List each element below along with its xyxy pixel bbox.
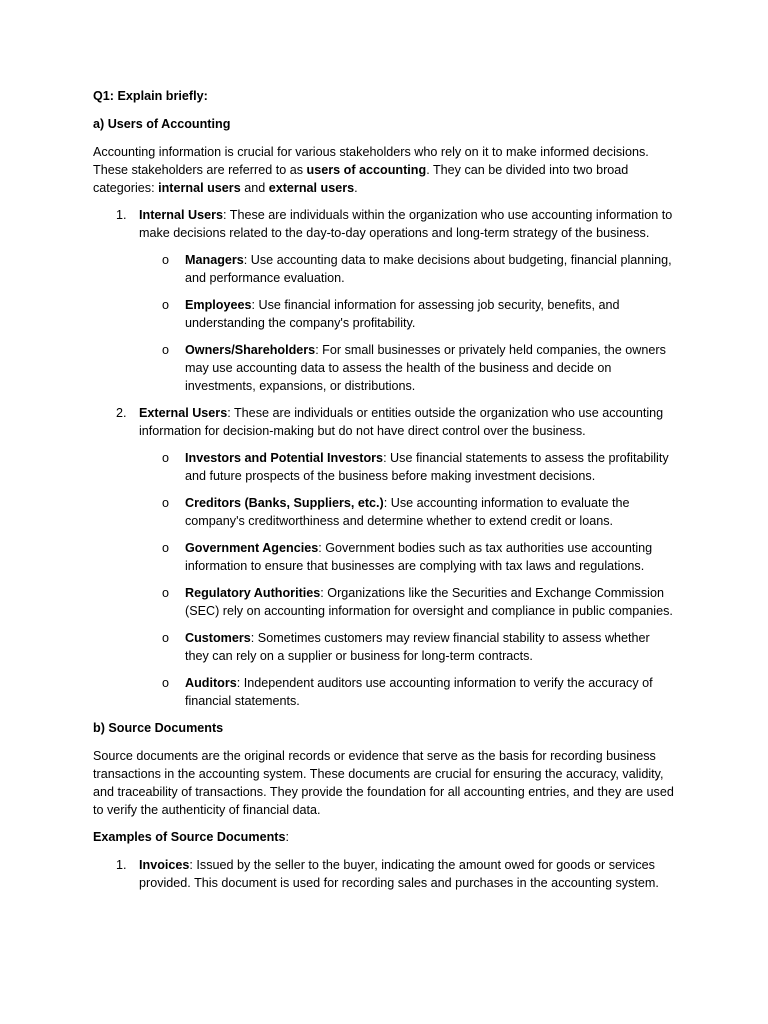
sub-item-government bbox=[139, 539, 676, 575]
sub-item-text bbox=[185, 251, 676, 287]
sub-item-desc: : Use accounting information to evaluate the company's creditworthiness and determine whether to extend credit or loans. bbox=[185, 496, 630, 528]
sub-item-desc: : Independent auditors use accounting information to verify the accuracy of financial statements. bbox=[185, 676, 653, 708]
sub-item-desc: : For small businesses or privately held companies, the owners may use accounting data to assess the health of the business and decide on investments, expansions, or distributions. bbox=[185, 343, 666, 393]
sub-item-creditors bbox=[139, 494, 676, 530]
intro-bold-term: internal users bbox=[158, 181, 241, 195]
bullet-marker: o bbox=[162, 298, 170, 312]
intro-text: and bbox=[240, 181, 269, 195]
sub-item-text bbox=[185, 494, 676, 530]
section-b-intro: Source documents are the original records or evidence that serve as the basis for recording business transactions in the accounting system. These documents are crucial for ensuring the accuracy, validity, and traceability of transactions. They provide the foundation for all accounting entries, and they are used to verify the authenticity of financial data. bbox=[93, 749, 674, 817]
intro-text: . They can be divided into two broad categories: bbox=[93, 163, 629, 195]
sub-item-auditors bbox=[139, 674, 676, 710]
sub-item-desc: : Sometimes customers may review financial stability to assess whether they can rely on a supplier or business for long-term contracts. bbox=[185, 631, 650, 663]
sub-item-desc: : Organizations like the Securities and Exchange Commission (SEC) rely on accounting information for oversight and compliance in public companies. bbox=[185, 586, 673, 618]
sub-item-desc: : Government bodies such as tax authorities use accounting information to ensure that businesses are complying with tax laws and regulations. bbox=[185, 541, 653, 573]
intro-text: Accounting information is crucial for various stakeholders who rely on it to make informed decisions. These stakeholders are referred to as bbox=[93, 145, 649, 177]
sub-item-term: Owners/Shareholders bbox=[185, 343, 316, 357]
sub-item-regulatory bbox=[139, 584, 676, 620]
sub-item-employees bbox=[139, 296, 676, 332]
section-b-heading: b) Source Documents bbox=[93, 721, 224, 735]
sub-item-desc: : Use financial information for assessing job security, benefits, and understanding the company's profitability. bbox=[185, 298, 620, 330]
examples-colon: : bbox=[285, 830, 289, 844]
sub-list bbox=[139, 449, 676, 710]
sub-item-term: Government Agencies bbox=[185, 541, 319, 555]
list-item-internal-users bbox=[93, 206, 676, 395]
list-number: 1. bbox=[116, 208, 127, 222]
bullet-marker: o bbox=[162, 343, 170, 357]
sub-item-term: Investors and Potential Investors bbox=[185, 451, 384, 465]
sub-item-text bbox=[185, 296, 676, 332]
bullet-marker: o bbox=[162, 631, 170, 645]
sub-item-term: Auditors bbox=[185, 676, 237, 690]
question-title: Q1: Explain briefly: bbox=[93, 89, 208, 103]
sub-item-term: Regulatory Authorities bbox=[185, 586, 321, 600]
bullet-marker: o bbox=[162, 586, 170, 600]
list-item-text bbox=[139, 404, 676, 440]
bullet-marker: o bbox=[162, 451, 170, 465]
sub-item-owners bbox=[139, 341, 676, 395]
sub-item-term: Customers bbox=[185, 631, 251, 645]
list-item-text bbox=[139, 856, 676, 892]
sub-item-managers bbox=[139, 251, 676, 287]
bullet-marker: o bbox=[162, 496, 170, 510]
list-item-invoices bbox=[93, 856, 676, 892]
bullet-marker: o bbox=[162, 541, 170, 555]
list-item-term: External Users bbox=[139, 406, 228, 420]
list-item-desc: : These are individuals or entities outside the organization who use accounting information for decision-making but do not have direct control over the business. bbox=[139, 406, 664, 438]
intro-bold-term: external users bbox=[268, 181, 355, 195]
sub-item-text bbox=[185, 341, 676, 395]
section-a-intro bbox=[93, 143, 676, 197]
section-a-heading: a) Users of Accounting bbox=[93, 117, 231, 131]
sub-item-desc: : Use accounting data to make decisions about budgeting, financial planning, and performance evaluation. bbox=[185, 253, 672, 285]
list-item-desc: : These are individuals within the organization who use accounting information to make decisions related to the day-to-day operations and long-term strategy of the business. bbox=[139, 208, 673, 240]
list-item-desc: : Issued by the seller to the buyer, indicating the amount owed for goods or services provided. This document is used for recording sales and purchases in the accounting system. bbox=[139, 858, 659, 890]
list-item-term: Invoices bbox=[139, 858, 190, 872]
sub-item-text bbox=[185, 449, 676, 485]
sub-item-customers bbox=[139, 629, 676, 665]
sub-item-desc: : Use financial statements to assess the profitability and future prospects of the business before making investment decisions. bbox=[185, 451, 669, 483]
sub-item-text bbox=[185, 539, 676, 575]
sub-item-text bbox=[185, 629, 676, 665]
intro-bold-term: users of accounting bbox=[306, 163, 427, 177]
bullet-marker: o bbox=[162, 253, 170, 267]
sub-item-term: Employees bbox=[185, 298, 252, 312]
sub-list bbox=[139, 251, 676, 395]
sub-item-investors bbox=[139, 449, 676, 485]
sub-item-term: Managers bbox=[185, 253, 244, 267]
list-number: 2. bbox=[116, 406, 127, 420]
sub-item-text bbox=[185, 584, 676, 620]
list-item-text bbox=[139, 206, 676, 242]
list-item-external-users bbox=[93, 404, 676, 710]
examples-heading bbox=[93, 828, 676, 846]
intro-text: . bbox=[354, 181, 358, 195]
bullet-marker: o bbox=[162, 676, 170, 690]
sub-item-term: Creditors (Banks, Suppliers, etc.) bbox=[185, 496, 384, 510]
examples-label: Examples of Source Documents bbox=[93, 830, 286, 844]
sub-item-text bbox=[185, 674, 676, 710]
list-item-term: Internal Users bbox=[139, 208, 223, 222]
list-number: 1. bbox=[116, 858, 127, 872]
